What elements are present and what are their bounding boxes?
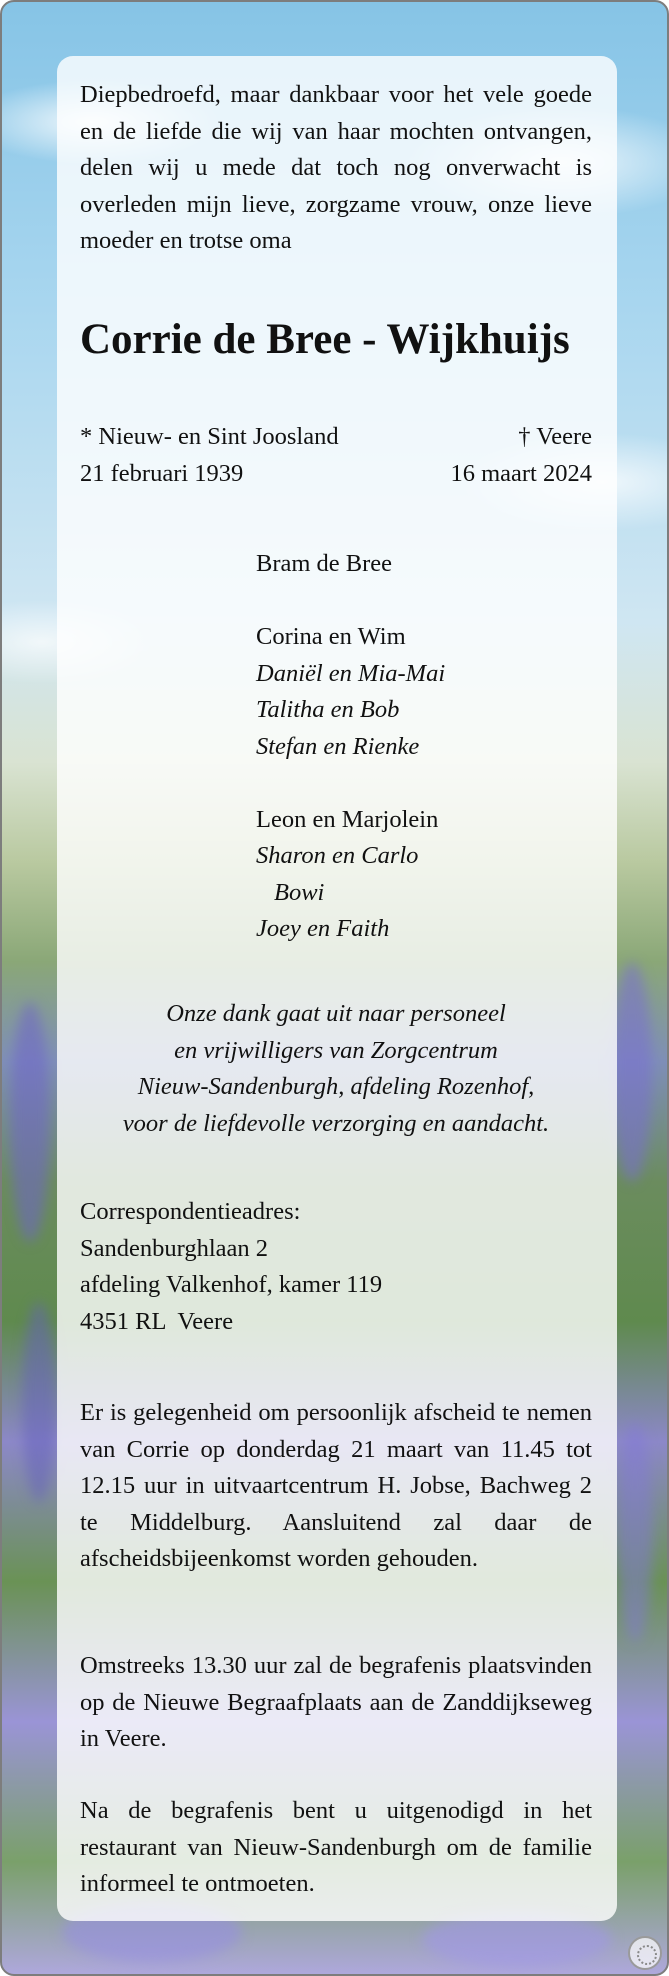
lupine-flower-decoration [10,1002,50,1242]
death-date: 16 maart 2024 [450,460,592,487]
address-line: 4351 RL Veere [80,1307,234,1335]
thanks-line: Nieuw-Sandenburgh, afdeling Rozenhof, [137,1073,535,1100]
intro-text: Diepbedroefd, maar dankbaar voor het vele goede en de liefde die wij van haar mochten ontvangen, delen wij u mede dat toch nog onverwacht is overleden mijn lieve, zorgzame vrouw, onze lieve moeder en trotse oma [80,81,592,254]
lupine-flower-decoration [22,1302,56,1502]
spouse: Bram de Bree [256,550,393,577]
family-parents: Corina en Wim [256,623,406,650]
thanks-line: en vrijwilligers van Zorgcentrum [174,1036,498,1064]
farewell-text: Er is gelegenheid om persoonlijk afscheid te nemen van Corrie op donderdag 21 maart van 11.45 tot 12.15 uur in uitvaartcentrum H. Jobse, Bachweg 2 te Middelburg. Aansluitend zal daar de afscheidsbijeenkomst worden gehouden. [80,1399,592,1572]
family-great-grandchild: Bowi [274,878,325,906]
birth-death-places [80,419,592,456]
death-place: † Veere [518,423,592,450]
family-grandchild: Daniël en Mia-Mai [256,659,446,687]
family-parents: Leon en Marjolein [256,805,439,833]
address-line: Sandenburghlaan 2 [80,1234,269,1262]
family-grandchild: Joey en Faith [256,915,390,942]
family-grandchild: Stefan en Rienke [256,732,420,760]
birth-place: * Nieuw- en Sint Joosland [80,423,339,450]
seal-icon [628,1936,662,1970]
birth-date: 21 februari 1939 [80,460,244,487]
birth-death-dates [80,456,592,493]
address-line: Correspondentieadres: [80,1198,301,1225]
funeral-text: Omstreeks 13.30 uur zal de begrafenis plaatsvinden op de Nieuwe Begraafplaats aan de Zanddijkseweg in Veere. [80,1652,592,1752]
lupine-flower-decoration [612,962,652,1182]
family-list [256,546,445,948]
invitation-text: Na de begrafenis bent u uitgenodigd in het restaurant van Nieuw-Sandenburgh om de familie informeel te ontmoeten. [80,1797,592,1897]
address-line: afdeling Valkenhof, kamer 119 [80,1271,383,1298]
thanks-line: Onze dank gaat uit naar personeel [166,1000,506,1027]
deceased-name: Corrie de Bree - Wijkhuijs [80,316,570,363]
thanks-line: voor de liefdevolle verzorging en aandacht. [122,1109,550,1137]
lupine-flower-decoration [617,1422,653,1642]
correspondence-address [80,1194,592,1340]
family-grandchild: Sharon en Carlo [256,842,419,869]
thanks-text [80,996,592,1142]
family-grandchild: Talitha en Bob [256,696,400,723]
